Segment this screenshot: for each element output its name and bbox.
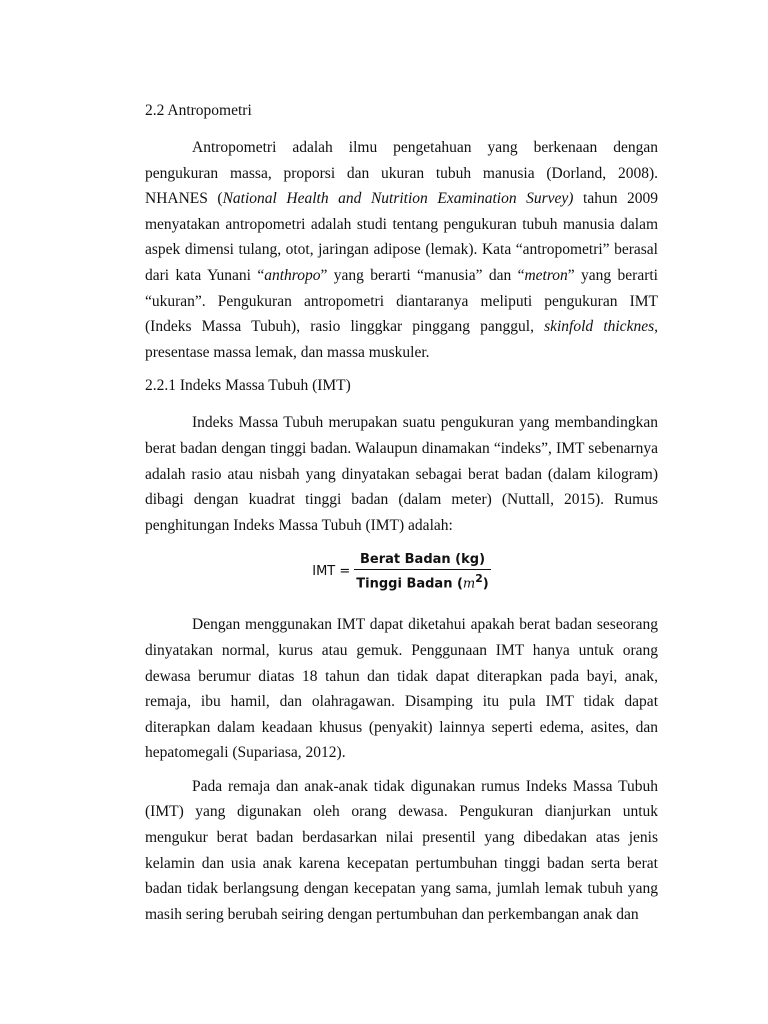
formula-numerator: Berat Badan (kg) [359,551,486,567]
paragraph-text: ” yang berarti “manusia” dan “ [320,266,525,284]
imt-formula [145,546,658,596]
denominator-text: Tinggi Badan ( [356,575,463,591]
italic-term: skinfold thicknes, [544,318,658,336]
formula-lhs: IMT = [312,563,351,579]
denominator-close: ) [482,575,489,591]
subsection-heading: 2.2.1 Indeks Massa Tubuh (IMT) [145,377,351,395]
italic-term: National Health and Nutrition Examination Survey) [222,190,574,208]
subsection-paragraph-3: Pada remaja dan anak-anak tidak digunakan rumus Indeks Massa Tubuh (IMT) yang digunakan oleh orang dewasa. Pengukuran dianjurkan untuk mengukur berat badan berdasarkan nilai presentil yang dibedakan atas jenis kelamin dan usia anak karena kecepatan pertumbuhan tinggi badan serta berat badan tidak berlangsung dengan kecepatan yang sama, jumlah lemak tubuh yang masih sering berubah seiring dengan pertumbuhan dan perkembangan anak dan [145,777,658,923]
italic-term: metron [524,266,568,284]
paragraph-text: Antropometri adalah ilmu pengetahuan yang berkenaan dengan pengukuran massa, proporsi dan ukuran tubuh manusia (Dorland, 2008). NHANES ( [145,139,658,208]
subsection-paragraph-1: Indeks Massa Tubuh merupakan suatu pengukuran yang membandingkan berat badan dengan tinggi badan. Walaupun dinamakan “indeks”, IMT sebenarnya adalah rasio atau nisbah yang dinyatakan sebagai berat badan (dalam kilogram) dibagi dengan kuadrat tinggi badan (dalam meter) (Nuttall, 2015). Rumus penghitungan Indeks Massa Tubuh (IMT) adalah: [145,414,658,534]
formula-fraction [354,552,490,591]
italic-term: anthropo [264,266,321,284]
paragraph-text: tahun 2009 menyatakan antropometri adalah studi tentang pengukuran tubuh manusia dalam aspek dimensi tulang, otot, jaringan adipose (lemak). Kata “antropometri” berasal dari kata Yunani “ [145,190,658,284]
paragraph-text: ” yang berarti “ukuran”. Pengukuran antropometri diantaranya meliputi pengukuran IMT (Indeks Massa Tubuh), rasio linggkar pinggang panggul, [145,266,658,336]
section-paragraph [145,135,658,365]
denominator-variable: m [462,575,476,591]
subsection-paragraph-2: Dengan menggunakan IMT dapat diketahui apakah berat badan seseorang dinyatakan normal, kurus atau gemuk. Penggunaan IMT hanya untuk orang dewasa berumur diatas 18 tahun dan tidak dapat diterapkan pada bayi, anak, remaja, ibu hamil, dan olahragawan. Disamping itu pula IMT tidak dapat diterapkan dalam keadaan khusus (penyakit) lainnya seperti edema, asites, dan hepatomegali (Supariasa, 2012). [145,616,658,762]
denominator-exponent: 2 [475,571,483,585]
formula-denominator [354,569,490,591]
section-heading: 2.2 Antropometri [145,102,252,119]
paragraph-text: presentase massa lemak, dan massa muskuler. [145,343,430,361]
document-body [145,98,658,927]
